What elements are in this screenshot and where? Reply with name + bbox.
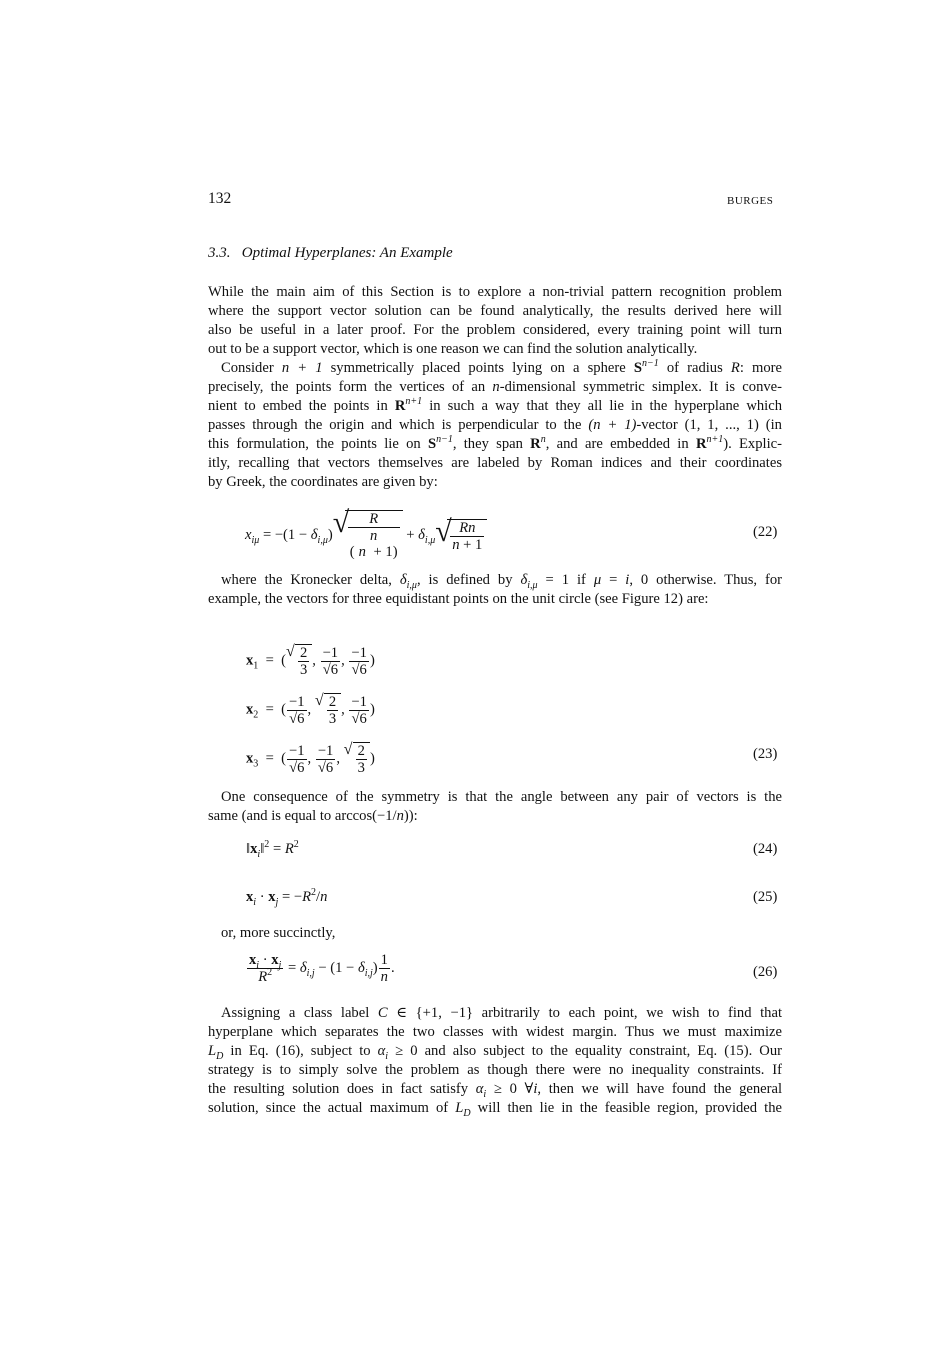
text-line: While the main aim of this Section is to explore a non-trivial pattern recognition problem — [208, 284, 782, 300]
text-succinct: or, more succinctly, — [221, 925, 336, 941]
text-line: this formulation, the points lie on $S^{n-1}$, they span $R^n$, and are embedded in $R^{n+1}$). Explic- — [208, 434, 782, 452]
equation-number: (25) — [753, 889, 778, 905]
text-line: example, the vectors for three equidistant points on the unit circle (see Figure 12) are: — [208, 591, 709, 607]
text-line: Assigning a class label C ∈ {+1, −1} arbitrarily to each point, we wish to find that — [221, 1005, 783, 1021]
paragraph-kronecker — [208, 571, 782, 609]
section-number: 3.3. — [208, 245, 231, 261]
text-line: strategy is to simply solve the problem as though there were no inequality constraints. If — [208, 1062, 782, 1078]
equation-26: $\frac{x_i \cdot x_j}{R^2}$ = $\delta_{i,j} - (1 - \delta_{i,j})$ $\frac{1}{n}$ . — [249, 952, 395, 985]
equation-number: (23) — [753, 746, 778, 762]
text-line: where the support vector solution can be found analytically, the results derived here will — [208, 303, 782, 319]
equation-number: (24) — [753, 841, 778, 857]
equation-number: (22) — [753, 524, 778, 540]
text-line: solution, since the actual maximum of $L_D$ will then lie in the feasible region, provided the — [208, 1100, 782, 1119]
text-line: by Greek, the coordinates are given by: — [208, 474, 438, 490]
text-line: hyperplane which separates the two classes with widest margin. Thus we must maximize — [208, 1024, 782, 1040]
vector-x3: $x_3$ = ( $\frac{-1}{√6}$ , $\frac{-1}{√6}$ , √ $\frac{2}{3}$ ) — [246, 741, 375, 776]
text-line: same (and is equal to arccos(−1/n)): — [208, 808, 418, 824]
text-line: out to be a support vector, which is one reason we can find the solution analytically. — [208, 341, 698, 357]
text-line: passes through the origin and which is perpendicular to the (n + 1)-vector (1, 1, ..., 1) (in — [208, 417, 782, 433]
text-line: also be useful in a later proof. For the problem considered, every training point will turn — [208, 322, 782, 338]
section-title: Optimal Hyperplanes: An Example — [241, 245, 453, 261]
equation-number: (26) — [753, 964, 778, 980]
equation-25: $x_i \cdot x_j = -R^2/n$ — [246, 887, 328, 908]
vector-x1: $x_1$ = ( √ $\frac{2}{3}$ , $\frac{-1}{√6}$ , $\frac{-1}{√6}$ ) — [246, 643, 375, 678]
running-head: BURGES — [727, 195, 774, 207]
paragraph-3 — [208, 1004, 782, 1118]
text-line: nient to embed the points in $R^{n+1}$ in such a way that they all lie in the hyperplane which — [208, 396, 782, 414]
equation-24: $‖x_i‖^2 = R^2$ — [246, 839, 299, 860]
text-line: itly, recalling that vectors themselves are labeled by Roman indices and their coordinates — [208, 455, 782, 471]
vector-x2: $x_2$ = ( $\frac{-1}{√6}$ , √ $\frac{2}{3}$ , $\frac{-1}{√6}$ ) — [246, 692, 375, 727]
paragraph-2 — [208, 359, 782, 492]
paragraph-symmetry — [208, 788, 782, 826]
text-line: the resulting solution does in fact satisfy $\alpha_i \ge 0$ ∀i, then we will have found the general — [208, 1081, 783, 1100]
text-line: $L_D$ in Eq. (16), subject to $\alpha_i \ge 0$ and also subject to the equality constraint, Eq. (15). Our — [208, 1043, 782, 1062]
text-line: Consider n + 1 symmetrically placed points lying on a sphere $S^{n-1}$ of radius R: more — [221, 358, 782, 376]
paragraph-1 — [208, 283, 782, 359]
text-line: One consequence of the symmetry is that the angle between any pair of vectors is the — [221, 789, 782, 805]
equation-22: $x_{i\mu} = -(1 - \delta_{i,\mu})$ √ R n ( $n + 1) + \delta_{i,\mu}$ √ $\frac{Rn}{n + 1}$ — [245, 510, 487, 561]
page-number: 132 — [208, 190, 232, 207]
text-line: precisely, the points form the vertices of an n-dimensional symmetric simplex. It is conve- — [208, 379, 782, 395]
section-heading — [208, 245, 453, 262]
text-line: where the Kronecker delta, $\delta_{i,\mu}$, is defined by $\delta_{i,\mu} = 1$ if μ = i, 0 otherwise. Thus, for — [221, 572, 783, 591]
